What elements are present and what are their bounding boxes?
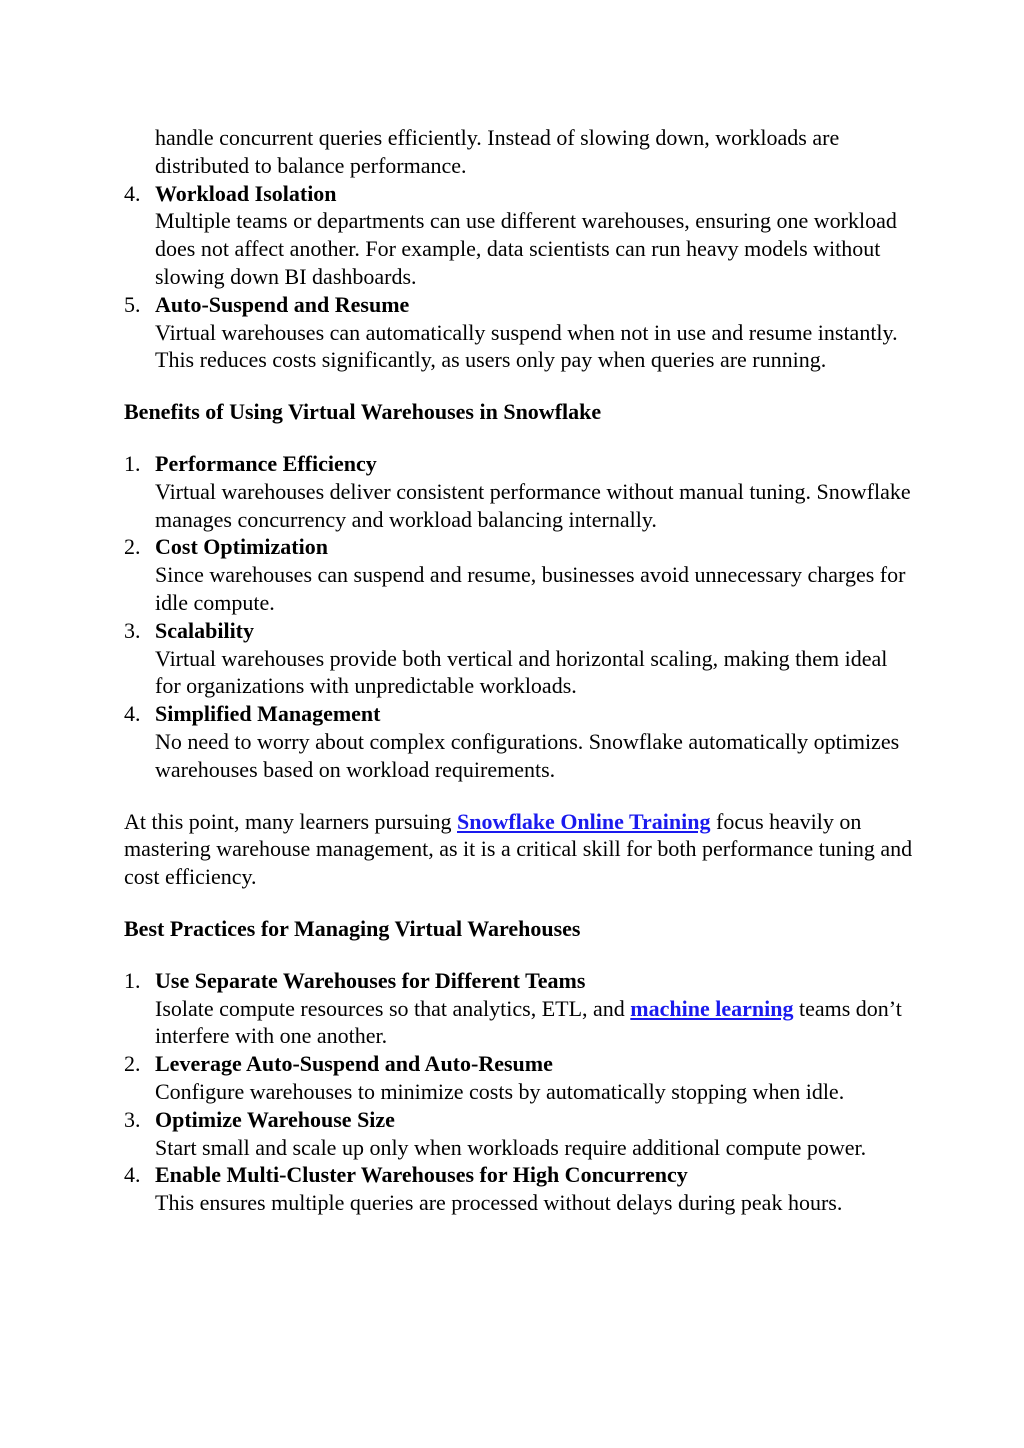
item-title: Scalability xyxy=(155,617,255,643)
item-description xyxy=(155,995,914,1051)
snowflake-training-link[interactable]: Snowflake Online Training xyxy=(457,808,711,834)
list-item xyxy=(124,617,914,700)
item-title: Enable Multi-Cluster Warehouses for High Concurrency xyxy=(155,1162,688,1188)
item-number: 1. xyxy=(124,967,141,993)
item-number: 4. xyxy=(124,180,141,206)
item-title: Use Separate Warehouses for Different Teams xyxy=(155,967,586,993)
item-description: This ensures multiple queries are processed without delays during peak hours. xyxy=(155,1190,843,1216)
intro-continuation: handle concurrent queries efficiently. Instead of slowing down, workloads are distributed to balance performance. xyxy=(155,125,840,178)
list-item xyxy=(124,1050,914,1106)
item-number: 5. xyxy=(124,291,141,317)
item-number: 3. xyxy=(124,617,141,643)
document-page xyxy=(124,124,914,1217)
list-item xyxy=(124,1106,914,1162)
item-title: Performance Efficiency xyxy=(155,450,377,476)
list-item xyxy=(124,967,914,1050)
features-list xyxy=(124,180,914,375)
description-text: teams don’t interfere with one another. xyxy=(155,995,902,1049)
item-description: Configure warehouses to minimize costs by automatically stopping when idle. xyxy=(155,1078,845,1104)
list-item xyxy=(124,180,914,291)
item-description: Multiple teams or departments can use different warehouses, ensuring one workload does not affect another. For example, data scientists can run heavy models without slowing down BI dashboards. xyxy=(155,208,897,289)
list-item xyxy=(124,700,914,783)
benefits-list xyxy=(124,450,914,784)
item-description: No need to worry about complex configurations. Snowflake automatically optimizes warehouses based on workload requirements. xyxy=(155,728,900,782)
paragraph-text: focus heavily on mastering warehouse management, as it is a critical skill for both performance tuning and cost efficiency. xyxy=(124,808,913,890)
training-paragraph xyxy=(124,808,914,891)
paragraph-text: At this point, many learners pursuing xyxy=(124,808,458,834)
description-text: Isolate compute resources so that analytics, ETL, and xyxy=(155,995,631,1021)
item-number: 1. xyxy=(124,450,141,476)
best-practices-list xyxy=(124,967,914,1217)
item-number: 4. xyxy=(124,1162,141,1188)
item-description: Virtual warehouses provide both vertical and horizontal scaling, making them ideal for organizations with unpredictable workloads. xyxy=(155,645,888,699)
item-title: Leverage Auto-Suspend and Auto-Resume xyxy=(155,1051,553,1077)
item-title: Simplified Management xyxy=(155,701,381,727)
list-item xyxy=(124,291,914,374)
list-item xyxy=(124,533,914,616)
item-description: Virtual warehouses deliver consistent performance without manual tuning. Snowflake manages concurrency and workload balancing internally. xyxy=(155,478,911,532)
item-title: Workload Isolation xyxy=(155,180,337,206)
benefits-heading: Benefits of Using Virtual Warehouses in Snowflake xyxy=(124,399,602,425)
item-title: Cost Optimization xyxy=(155,534,328,560)
list-item xyxy=(124,1161,914,1217)
item-title: Auto-Suspend and Resume xyxy=(155,291,410,317)
best-practices-heading: Best Practices for Managing Virtual Warehouses xyxy=(124,915,581,941)
list-item xyxy=(124,450,914,533)
item-number: 2. xyxy=(124,1051,141,1077)
item-title: Optimize Warehouse Size xyxy=(155,1106,395,1132)
item-number: 4. xyxy=(124,701,141,727)
item-description: Virtual warehouses can automatically suspend when not in use and resume instantly. This reduces costs significantly, as users only pay when queries are running. xyxy=(155,319,898,373)
machine-learning-link[interactable]: machine learning xyxy=(630,995,794,1021)
item-number: 2. xyxy=(124,534,141,560)
item-description: Start small and scale up only when workloads require additional compute power. xyxy=(155,1134,867,1160)
item-number: 3. xyxy=(124,1106,141,1132)
item-description: Since warehouses can suspend and resume, businesses avoid unnecessary charges for idle compute. xyxy=(155,562,906,615)
